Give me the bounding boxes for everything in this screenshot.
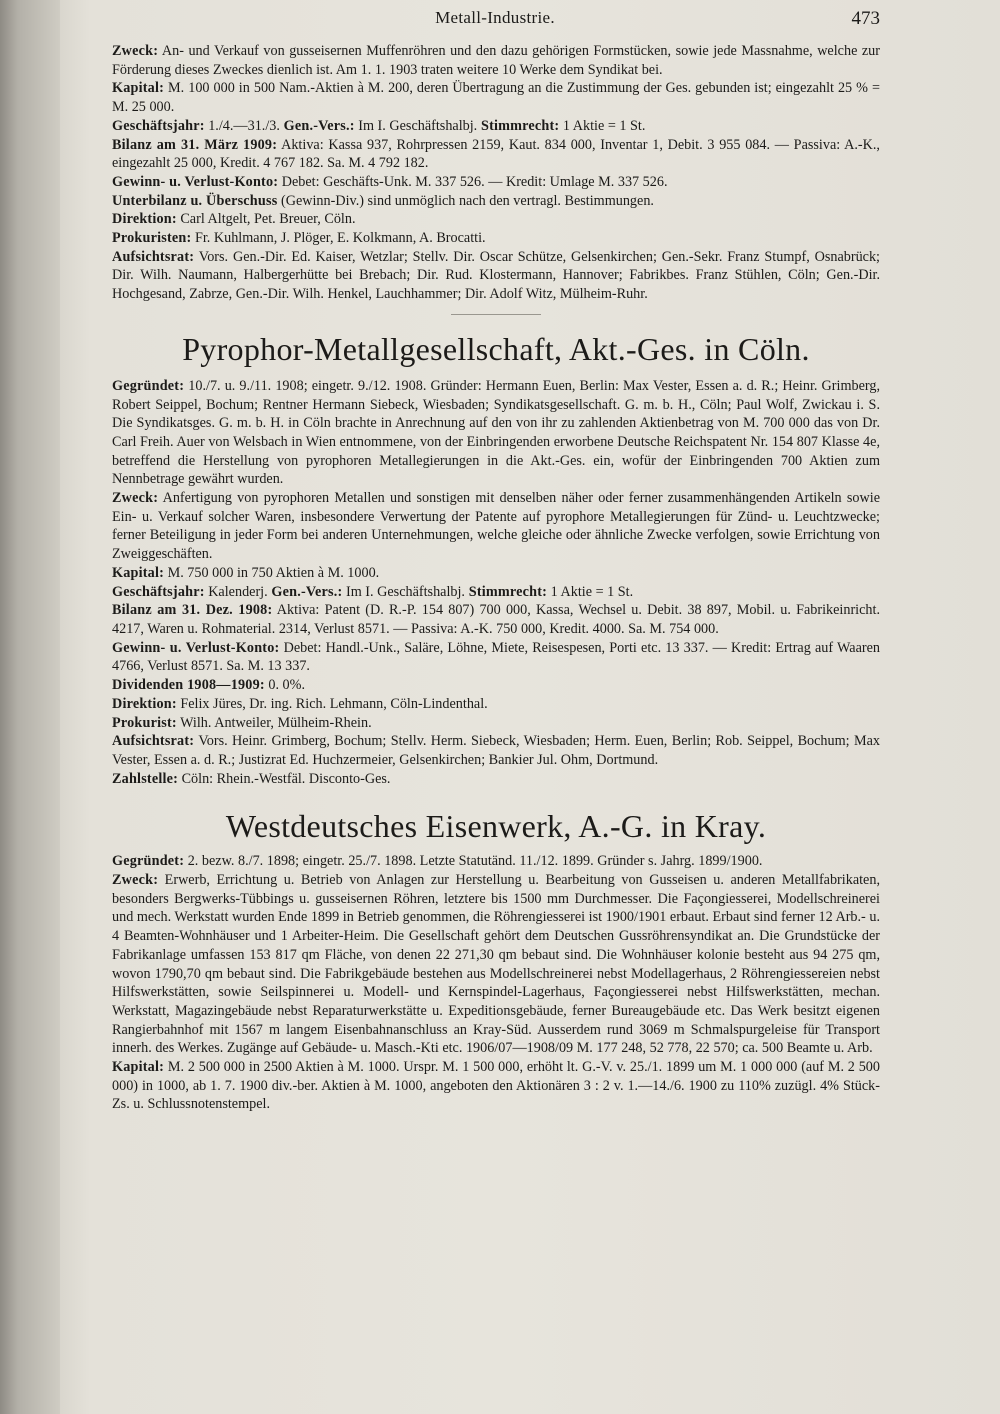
text-column — [112, 42, 880, 1114]
section-spacer — [112, 788, 880, 806]
entry-dividenden: Dividenden 1908—1909: 0. 0%. — [112, 677, 305, 694]
entry-zweck: Zweck: An- und Verkauf von gusseisernen Muffenröhren und den dazu gehörigen Formstücken, sowie jede Massnahme, welche zur Förderung dieses Zweckes dienlich ist. Am 1. 1. 1903 traten weitere 10 Werke dem Syndikat bei. — [112, 43, 880, 78]
entry-geschaeftsjahr: Geschäftsjahr: 1./4.—31./3. Gen.-Vers.: Im I. Geschäftshalbj. Stimmrecht: 1 Aktie = 1 St. — [112, 117, 646, 134]
company-title: Westdeutsches Eisenwerk, A.-G. in Kray. — [225, 808, 767, 845]
entry-bilanz: Bilanz am 31. März 1909: Aktiva: Kassa 937, Rohrpressen 2159, Kaut. 834 000, Inventar 1, Debit. 3 955 084. — Passiva: A.-K., eingezahlt 25 000, Kredit. 4 767 182. Sa. M. 4 792 182. — [112, 136, 880, 172]
entry-prokurist: Prokurist: Wilh. Antweiler, Mülheim-Rhein. — [112, 714, 372, 731]
page-header — [110, 8, 880, 30]
entry-aufsichtsrat: Aufsichtsrat: Vors. Gen.-Dir. Ed. Kaiser, Wetzlar; Stellv. Dir. Oscar Schütze, Gelsenkirchen; Gen.-Sekr. Franz Stumpf, Osnabrück; Dir. Wilh. Naumann, Halbergerhütte bei Brebach; Dir. Rud. Klostermann, Hannover; Fabrikbes. Franz Stühlen, Cöln; Gen.-Dir. Hochgesand, Zabrze, Gen.-Dir. Wilh. Henkel, Lauchhammer; Dir. Adolf Witz, Mülheim-Ruhr. — [112, 248, 880, 303]
entry-kapital: Kapital: M. 100 000 in 500 Nam.-Aktien à M. 200, deren Übertragung an die Zustimmung der Ges. gebunden ist; eingezahlt 25 % = M. 25 000. — [112, 80, 880, 116]
entry-zweck: Zweck: Anfertigung von pyrophoren Metallen und sonstigen mit denselben näher oder ferner zusammenhängenden Artikeln sowie Ein- u. Verkauf solcher Waren, insbesondere Verwertung der Patente auf pyrophore Metallegierungen für Zünd- u. Leuchtzwecke; ferner Beteiligung in jeder Form bei anderen Unternehmungen, welche gleiche oder ähnliche Zwecke verfolgen, sowie Errichtung von Zweiggeschäften. — [112, 490, 880, 563]
entry-zweck: Zweck: Erwerb, Errichtung u. Betrieb von Anlagen zur Herstellung u. Bearbeitung von Gusseisen u. anderen Metallfabrikaten, besonders Bergwerks-Tübbings u. gusseisernen Röhren, letztere bis 1500 mm Durchmesser. Die Façongiesserei, Modellschreinerei und mech. Werkstatt wurden Ende 1899 in Betrieb genommen, die Röhrengiesserei ist 1900/1901 erbaut. Erbaut sind ferner 12 Arb.- u. 4 Beamten-Wohnhäuser und 1 Arbeiter-Heim. Die Gesellschaft gehört dem Deutschen Gussröhrensyndikat an. Die Grundstücke der Fabrikanlage umfassen 153 817 qm Fläche, von denen 22 271,30 qm bebaut sind. Die Wohnhäuser kolonie besteht aus 94 275 qm, wovon 1790,70 qm bebaut sind. Die Fabrikgebäude bestehen aus Modellschreinerei nebst Modellagerhaus, 2 Röhrengiessereien nebst Hilfswerkstätten, sowie Seilspinnerei u. Modell- und Kernspindel-Lagerhaus, Façongiesserei nebst Hilfswerkstätten, mechan. Werkstatt, Magazingebäude nebst Reparaturwerkstätte u. Expeditionsgebäude, ferner Bureaugebäude etc. Das Werk besitzt eigenen Rangierbahnhof mit 1567 m langem Eisenbahnanschluss an Kray-Süd. Ausserdem rund 3069 m Schmalspurgeleise für Transport innerh. des Werkes. Zugänge auf Gebäude- u. Masch.-Kti etc. 1906/07—1908/09 M. 177 248, 52 778, 22 570; ca. 500 Beamte u. Arb. — [112, 872, 880, 1057]
entry-unterbilanz: Unterbilanz u. Überschuss (Gewinn-Div.) sind unmöglich nach den vertragl. Bestimmungen. — [112, 192, 654, 209]
entry-direktion: Direktion: Felix Jüres, Dr. ing. Rich. Lehmann, Cöln-Lindenthal. — [112, 695, 488, 712]
company-pyrophor — [112, 329, 880, 788]
binding-gutter — [0, 0, 60, 1414]
page-number: 473 — [851, 8, 880, 29]
entry-kapital: Kapital: M. 750 000 in 750 Aktien à M. 1000. — [112, 564, 380, 581]
entry-direktion: Direktion: Carl Altgelt, Pet. Breuer, Cöln. — [112, 211, 356, 228]
entry-gegruendet: Gegründet: 10./7. u. 9./11. 1908; eingetr. 9./12. 1908. Gründer: Hermann Euen, Berlin: Max Vester, Essen a. d. R.; Heinr. Grimberg, Robert Seippel, Bochum; Rentner Hermann Siebeck, Wiesbaden; Syndikatsgesellschaft. G. m. b. H., Cöln; Paul Wolf, Zwickau i. S. Die Syndikatsges. G. m. b. H. in Cöln brachte in Anrechnung auf den von ihr zu zahlenden Aktienbetrag von M. 700 000 das von Dr. Carl Freih. Auer von Welsbach in Wien entnommene, von der Einbringenden erworbene Deutsche Reichspatent Nr. 154 807 Klasse 4e, betreffend die Herstellung von pyrophoren Metallegierungen in die Akt.-Ges. ein, wofür der Einbringenden 700 Aktien zum Nennbetrage gewährt wurden. — [112, 377, 880, 488]
running-title: Metall-Industrie. — [435, 8, 555, 27]
section-continued-entry — [112, 42, 880, 304]
company-title: Pyrophor-Metallgesellschaft, Akt.-Ges. in Cöln. — [182, 330, 810, 367]
entry-kapital: Kapital: M. 2 500 000 in 2500 Aktien à M. 1000. Urspr. M. 1 500 000, erhöht lt. G.-V. v. 25./1. 1899 um M. 1 000 000 (auf M. 2 500 000) in 1000, ab 1. 7. 1900 div.-ber. Aktien à M. 1000, angeboten den Aktionären 3 : 2 v. 1.—14./6. 1900 zu 110% zuzügl. 4% Stück-Zs. u. Schlussnotenstempel. — [112, 1059, 880, 1113]
entry-prokuristen: Prokuristen: Fr. Kuhlmann, J. Plöger, E. Kolkmann, A. Brocatti. — [112, 230, 486, 247]
entry-gegruendet: Gegründet: 2. bezw. 8./7. 1898; eingetr. 25./7. 1898. Letzte Statutänd. 11./12. 1899. Gründer s. Jahrg. 1899/1900. — [112, 853, 763, 870]
section-divider — [451, 314, 541, 315]
entry-gewinn-verlust: Gewinn- u. Verlust-Konto: Debet: Geschäfts-Unk. M. 337 526. — Kredit: Umlage M. 337 526. — [112, 173, 668, 190]
company-westdeutsches-eisenwerk — [112, 806, 880, 1114]
entry-zahlstelle: Zahlstelle: Cöln: Rhein.-Westfäl. Disconto-Ges. — [112, 770, 391, 787]
entry-bilanz: Bilanz am 31. Dez. 1908: Aktiva: Patent (D. R.-P. 154 807) 700 000, Kassa, Wechsel u. Debit. 38 897, Mobil. u. Fabrikeinricht. 4217, Waren u. Rohmaterial. 2314, Verlust 8571. — Passiva: A.-K. 750 000, Kredit. 4000. Sa. M. 754 000. — [112, 602, 881, 637]
entry-gewinn-verlust: Gewinn- u. Verlust-Konto: Debet: Handl.-Unk., Saläre, Löhne, Miete, Reisespesen, Porti etc. 13 337. — Kredit: Ertrag auf Waaren 4766, Verlust 8571. Sa. M. 13 337. — [112, 639, 880, 675]
entry-aufsichtsrat: Aufsichtsrat: Vors. Heinr. Grimberg, Bochum; Stellv. Herm. Siebeck, Wiesbaden; Herm. Euen, Berlin; Rob. Seippel, Bochum; Max Vester, Essen a. d. R.; Justizrat Ed. Huchzermeier, Gelsenkirchen; Bankier Jul. Ohm, Dortmund. — [112, 733, 880, 768]
entry-geschaeftsjahr: Geschäftsjahr: Kalenderj. Gen.-Vers.: Im I. Geschäftshalbj. Stimmrecht: 1 Aktie = 1 St. — [112, 583, 634, 600]
